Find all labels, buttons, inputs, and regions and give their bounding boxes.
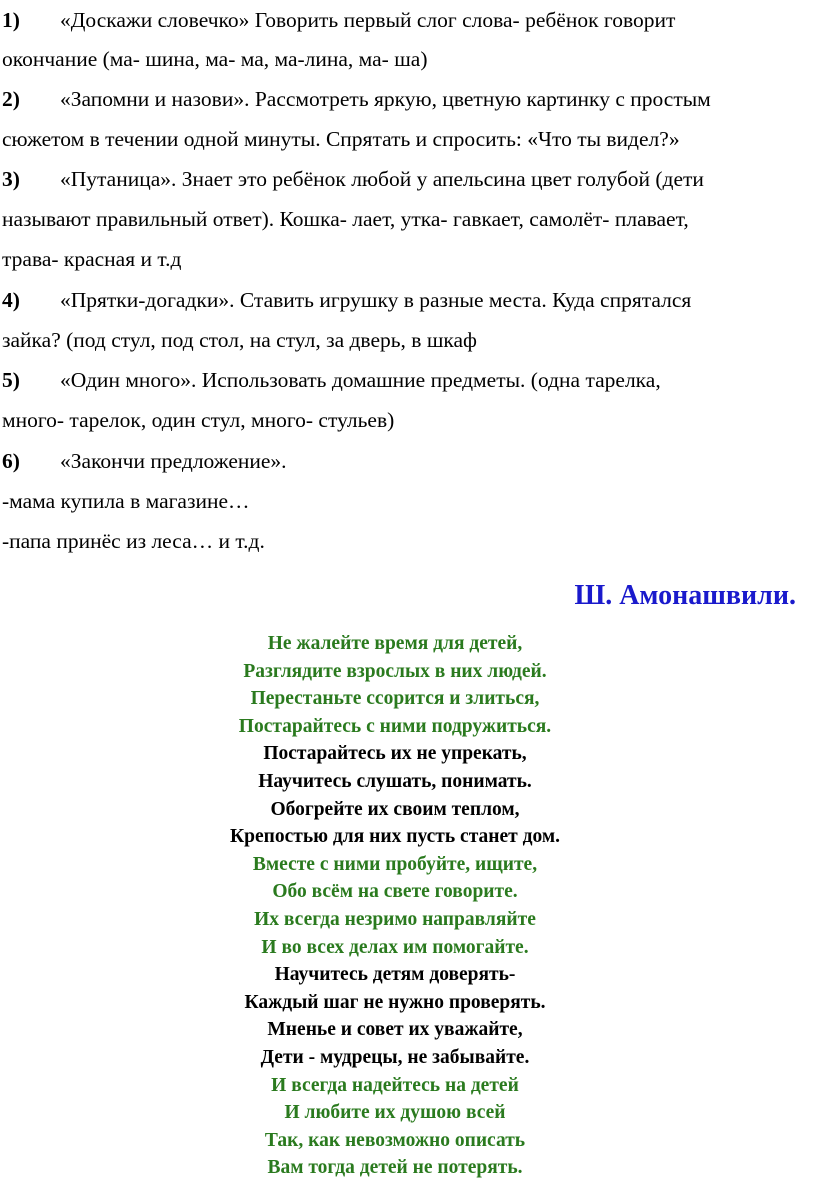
- poem-line: Дети - мудрецы, не забывайте.: [260, 1046, 530, 1068]
- poem-line: Обо всём на свете говорите.: [272, 881, 518, 903]
- poem-line: Перестаньте ссорится и злиться,: [250, 688, 540, 710]
- poem-line: Постарайтесь их не упрекать,: [263, 743, 527, 765]
- item-text: «Прятки-догадки». Ставить игрушку в разные места. Куда спрятался: [60, 288, 692, 312]
- poem-line: И всегда надейтесь на детей: [271, 1074, 519, 1096]
- item-number: 2): [2, 87, 20, 111]
- item-continuation: -мама купила в магазине…: [2, 489, 250, 513]
- item-continuation: окончание (ма- шина, ма- ма, ма-лина, ма- ша): [2, 47, 428, 71]
- poem: [0, 630, 790, 1182]
- item-number: 6): [2, 449, 20, 473]
- item-text: «Запомни и назови». Рассмотреть яркую, цветную картинку с простым: [60, 87, 711, 111]
- item-continuation: сюжетом в течении одной минуты. Спрятать и спросить: «Что ты видел?»: [2, 127, 680, 151]
- item-number: 4): [2, 288, 20, 312]
- item-number: 3): [2, 167, 20, 191]
- author-signature: Ш. Амонашвили.: [574, 580, 796, 611]
- item-continuation: -папа принёс из леса… и т.д.: [2, 529, 265, 553]
- item-continuation: трава- красная и т.д: [2, 247, 182, 271]
- poem-line: И любите их душою всей: [284, 1102, 506, 1124]
- item-number: 1): [2, 8, 20, 32]
- item-continuation: зайка? (под стул, под стол, на стул, за дверь, в шкаф: [2, 328, 477, 352]
- item-text: «Закончи предложение».: [60, 449, 287, 473]
- poem-line: Обогрейте их своим теплом,: [270, 798, 520, 820]
- item-continuation: много- тарелок, один стул, много- стульев): [2, 408, 395, 432]
- poem-line: Их всегда незримо направляйте: [254, 908, 536, 930]
- poem-line: Разглядите взрослых в них людей.: [243, 660, 547, 682]
- poem-line: Так, как невозможно описать: [264, 1129, 526, 1151]
- poem-line: Научитесь слушать, понимать.: [258, 770, 532, 792]
- poem-line: Научитесь детям доверять-: [274, 964, 516, 986]
- item-number: 5): [2, 368, 20, 392]
- poem-line: Мненье и совет их уважайте,: [267, 1019, 523, 1041]
- poem-line: И во всех делах им помогайте.: [261, 936, 529, 958]
- item-continuation: называют правильный ответ). Кошка- лает, утка- гавкает, самолёт- плавает,: [2, 207, 689, 231]
- item-text: «Один много». Использовать домашние предметы. (одна тарелка,: [60, 368, 661, 392]
- poem-line: Не жалейте время для детей,: [267, 633, 523, 654]
- item-text: «Путаница». Знает это ребёнок любой у апельсина цвет голубой (дети: [60, 167, 704, 191]
- poem-line: Вам тогда детей не потерять.: [267, 1157, 523, 1179]
- poem-line: Вместе с ними пробуйте, ищите,: [252, 853, 538, 875]
- poem-line: Крепостью для них пусть станет дом.: [229, 826, 561, 848]
- poem-line: Постарайтесь с ними подружиться.: [238, 715, 552, 737]
- item-text: «Доскажи словечко» Говорить первый слог слова- ребёнок говорит: [60, 8, 676, 32]
- poem-line: Каждый шаг не нужно проверять.: [244, 991, 546, 1013]
